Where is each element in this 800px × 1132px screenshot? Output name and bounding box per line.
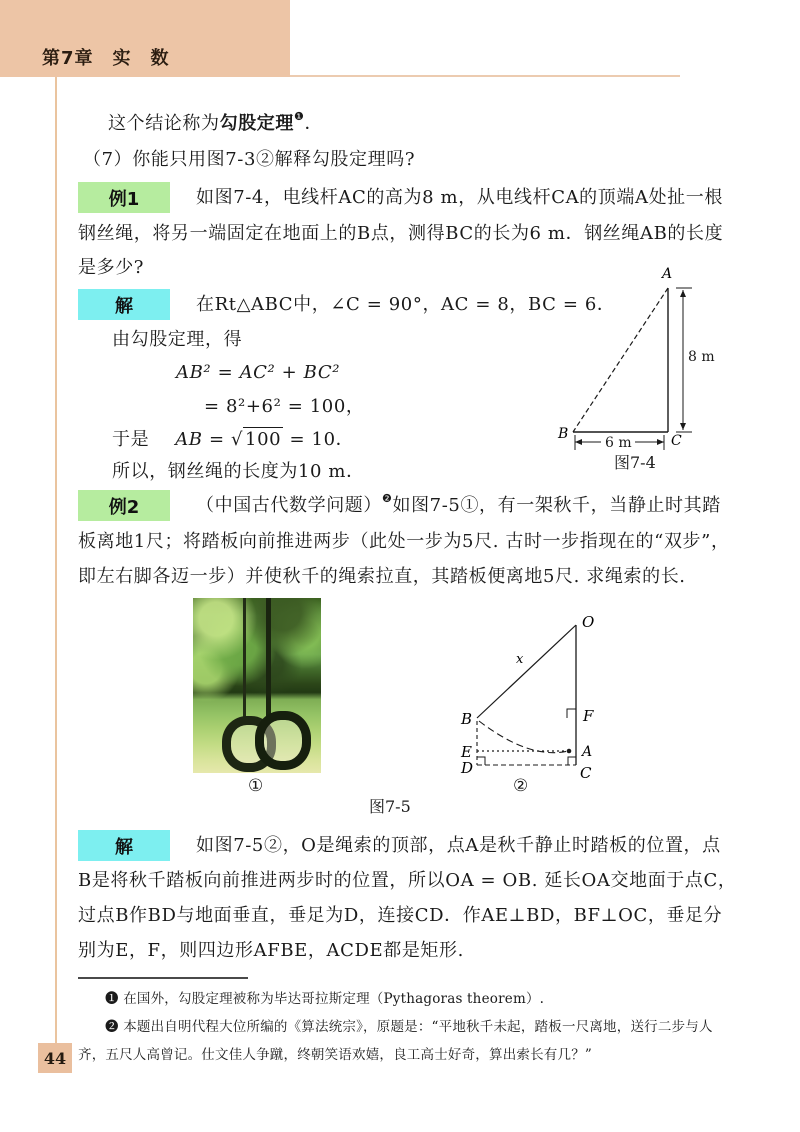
solution1-equation-2: = 8²+6² = 100，: [204, 396, 365, 417]
vertex-label-A: A: [662, 266, 673, 282]
subfigure-2-marker: ②: [513, 776, 529, 796]
footnote-separator: [78, 977, 248, 979]
point-label-D: D: [461, 759, 474, 777]
left-margin-rule: [55, 77, 57, 1043]
point-label-A: A: [582, 744, 593, 760]
solution2-line-1: 如图7-5②，O是绳索的顶部，点A是秋千静止时踏板的位置，点: [196, 835, 721, 856]
swing-photo: [193, 598, 321, 773]
page-number: 44: [38, 1043, 72, 1073]
footnote-marker-2: ❷: [382, 492, 393, 505]
header-rule: [290, 75, 680, 77]
example2-line-3: 即左右脚各迈一步）并使秋千的绳索拉直，其踏板便离地5尺. 求绳索的长.: [78, 566, 686, 587]
point-label-F: F: [583, 707, 594, 725]
swing-arc-BA: [479, 721, 568, 753]
figure-7-5-caption: 图7-5: [369, 797, 411, 816]
rope-length-label-x: x: [516, 652, 524, 667]
eq3-result: = 10．: [283, 429, 355, 450]
example1-line-1: 如图7-4，电线杆AC的高为8 m，从电线杆CA的顶端A处扯一根: [196, 187, 723, 208]
solution1-line-5: 所以，钢丝绳的长度为10 m．: [112, 461, 365, 482]
hypotenuse-AB-dashed: [573, 288, 668, 432]
point-A-dot: [567, 749, 572, 754]
figure-7-5-geometry-diagram: [430, 597, 630, 782]
solution2-line-2: B是将秋千踏板向前推进两步时的位置，所以OA = OB. 延长OA交地面于点C，: [78, 870, 737, 891]
footnote-marker-1: ❶: [294, 110, 305, 123]
segment-OB-rope: [477, 625, 576, 718]
eq3-prefix: 于是: [112, 429, 150, 450]
base-dimension-label: 6 m: [605, 435, 632, 451]
right-angle-mark-D: [477, 757, 485, 765]
intro-period: ．: [304, 113, 324, 134]
radicand-value: 100: [245, 429, 282, 450]
footnote-2-line-1: ❷ 本题出自明代程大位所编的《算法统宗》，原题是：“平地秋千未起，踏板一尺离地，送行二步与人: [105, 1019, 713, 1035]
point-label-E: E: [461, 743, 472, 761]
right-angle-mark-C: [568, 757, 576, 765]
swing-rope-left: [243, 598, 246, 724]
vertex-label-C: C: [671, 433, 682, 449]
solution1-label-box: 解: [78, 289, 170, 320]
solution1-line-2: 由勾股定理，得: [112, 329, 243, 350]
chapter-title: 第7章 实 数: [42, 48, 170, 69]
swing-rope-right: [266, 598, 271, 722]
point-label-C: C: [580, 764, 592, 782]
example2-text: 如图7-5①，有一架秋千，当静止时其踏: [392, 495, 721, 516]
solution2-line-4: 别为E，F，则四边形AFBE，ACDE都是矩形.: [78, 940, 464, 961]
solution2-line-3: 过点B作BD与地面垂直，垂足为D，连接CD．作AE⊥BD，BF⊥OC，垂足分: [78, 905, 723, 926]
figure-7-4-triangle-diagram: [552, 262, 727, 454]
eq3-lhs: AB = √: [175, 429, 244, 450]
right-angle-mark-F: [567, 709, 576, 718]
footnote-2-line-2: 齐，五尺人高曾记。仕文佳人争蹴，终朝笑语欢嬉，良工高士好奇，算出索长有几？”: [78, 1047, 593, 1063]
term-pythagorean-theorem: 勾股定理: [219, 113, 295, 134]
example2-source: （中国古代数学问题）: [196, 495, 382, 516]
footnote-1: ❶ 在国外，勾股定理被称为毕达哥拉斯定理（Pythagoras theorem）.: [105, 991, 545, 1007]
intro-line-1: [108, 110, 324, 135]
solution1-line-1: 在Rt△ABC中，∠C = 90°，AC = 8，BC = 6．: [196, 294, 616, 315]
intro-line-2: （7）你能只用图7-3②解释勾股定理吗?: [83, 149, 416, 170]
example1-line-2: 钢丝绳，将另一端固定在地面上的B点，测得BC的长为6 m．钢丝绳AB的长度: [78, 223, 724, 244]
solution2-label-box: 解: [78, 830, 170, 861]
solution1-equation-3: [112, 429, 354, 451]
solution1-equation-1: AB² = AC² + BC²: [176, 362, 341, 383]
point-label-O: O: [582, 613, 595, 631]
example2-line-1: [196, 492, 721, 517]
intro-text: 这个结论称为: [108, 113, 220, 134]
point-label-B: B: [461, 710, 473, 728]
example2-line-2: 板离地1尺；将踏板向前推进两步（此处一步为5尺. 古时一步指现在的“双步”，: [78, 531, 730, 552]
example1-label-box: 例1: [78, 182, 170, 213]
subfigure-1-marker: ①: [248, 776, 264, 796]
example2-label-box: 例2: [78, 490, 170, 521]
figure-7-4-caption: 图7-4: [614, 453, 656, 472]
height-dimension-label: 8 m: [688, 349, 715, 365]
vertex-label-B: B: [558, 426, 569, 442]
swing-seat-right: [255, 711, 311, 770]
example1-line-3: 是多少?: [78, 257, 145, 278]
